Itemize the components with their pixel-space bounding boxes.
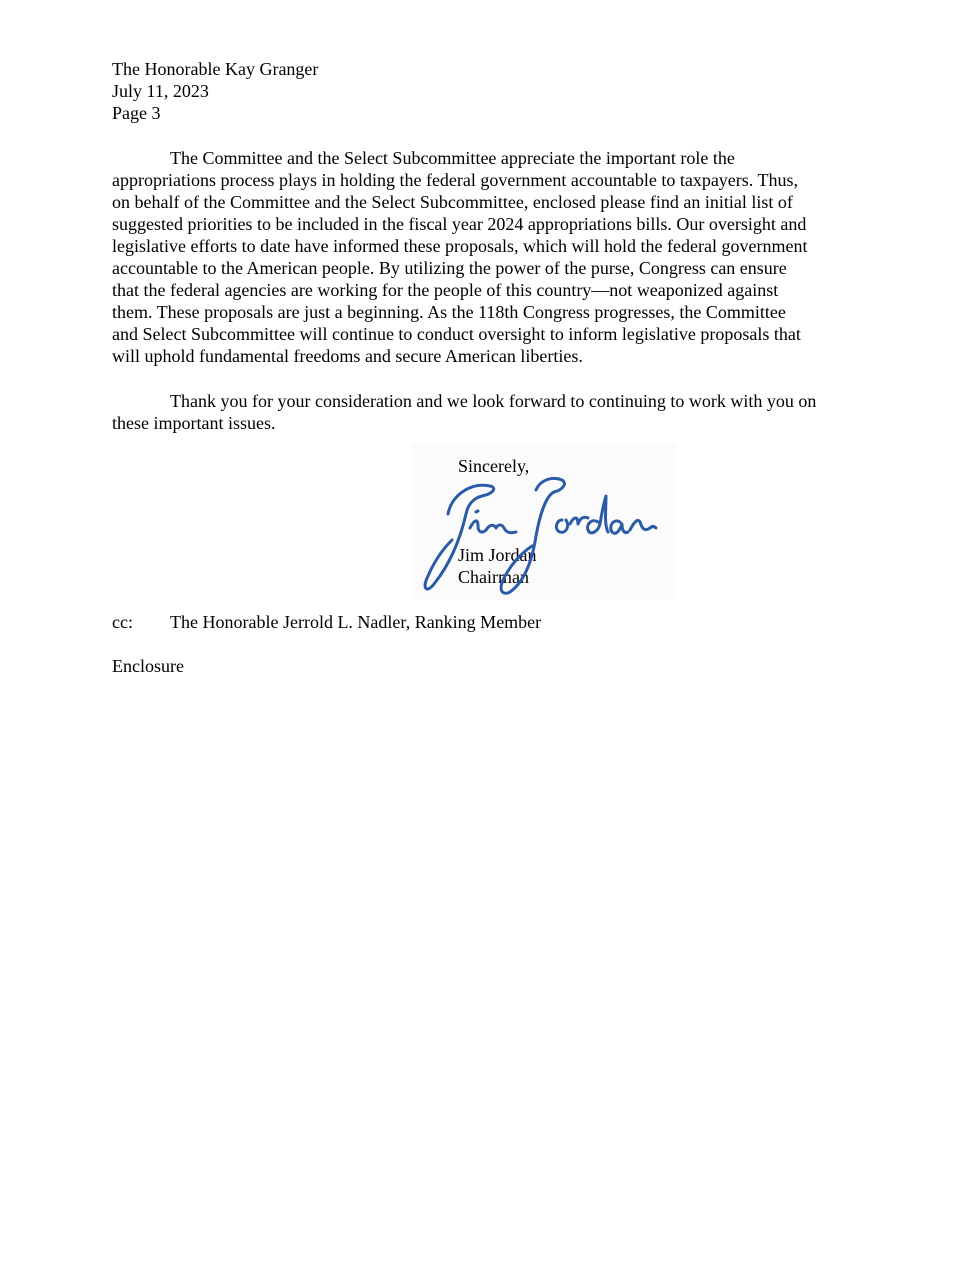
body-paragraph-1 [112,147,872,367]
enclosure-note: Enclosure [112,656,184,676]
letter-date: July 11, 2023 [112,81,209,101]
paragraph-line: accountable to the American people. By utilizing the power of the purse, Congress can ensure [112,258,787,278]
paragraph-line: them. These proposals are just a beginning. As the 118th Congress progresses, the Committee [112,302,786,322]
paragraph-line: suggested priorities to be included in the fiscal year 2024 appropriations bills. Our oversight and [112,214,807,234]
signer-title: Chairman [458,567,529,587]
paragraph-line: and Select Subcommittee will continue to conduct oversight to inform legislative proposals that [112,324,801,344]
page-number: Page 3 [112,103,161,123]
paragraph-line: will uphold fundamental freedoms and secure American liberties. [112,346,583,366]
cc-label: cc: [112,612,133,632]
letter-header [112,58,318,124]
signer-name: Jim Jordan [458,545,537,565]
cc-recipient: The Honorable Jerrold L. Nadler, Ranking Member [170,612,542,632]
paragraph-line: The Committee and the Select Subcommittee appreciate the important role the [170,148,735,168]
body-paragraph-2 [112,390,872,434]
signature-background [412,444,676,600]
closing-salutation: Sincerely, [458,456,530,476]
addressee: The Honorable Kay Granger [112,59,319,79]
paragraph-line: these important issues. [112,413,276,433]
paragraph-line: legislative efforts to date have informed these proposals, which will hold the federal government [112,236,808,256]
paragraph-line: that the federal agencies are working for the people of this country—not weaponized against [112,280,779,300]
paragraph-line: Thank you for your consideration and we look forward to continuing to work with you on [170,391,817,411]
cc-line [112,611,541,633]
paragraph-line: on behalf of the Committee and the Select Subcommittee, enclosed please find an initial list of [112,192,793,212]
paragraph-line: appropriations process plays in holding the federal government accountable to taxpayers. Thus, [112,170,798,190]
